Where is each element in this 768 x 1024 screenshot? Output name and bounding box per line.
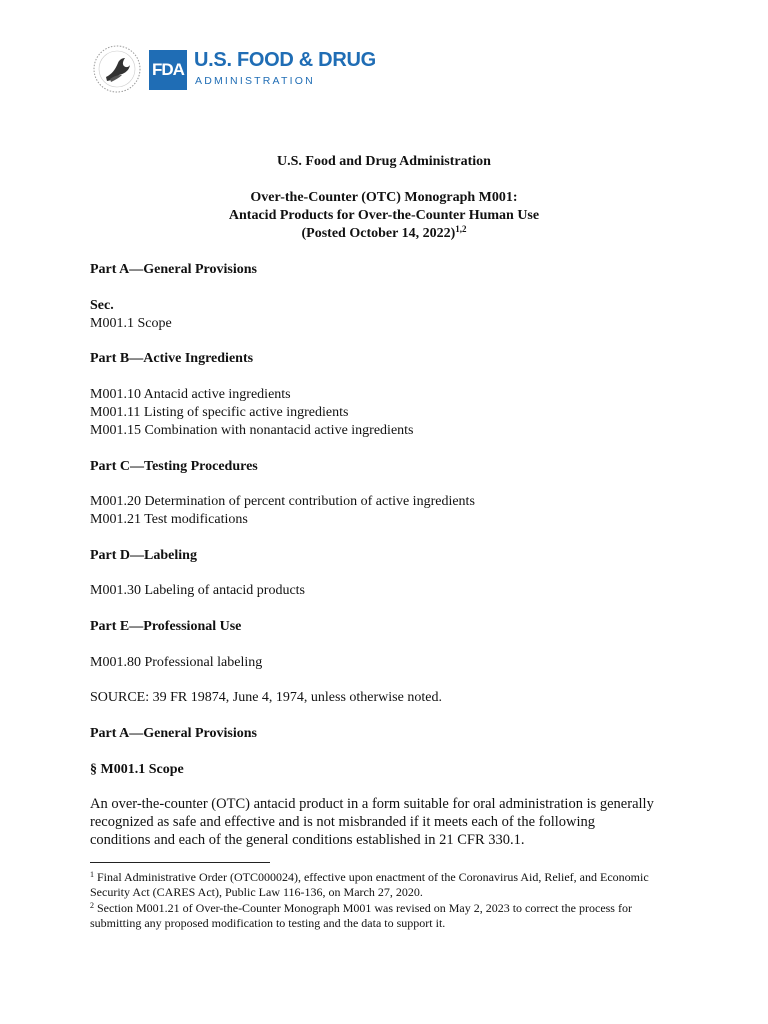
toc-item: M001.30 Labeling of antacid products: [90, 583, 306, 598]
posted-date: [0, 225, 768, 242]
source-note: SOURCE: 39 FR 19874, June 4, 1974, unless otherwise noted.: [90, 690, 442, 705]
section-body-line: An over-the-counter (OTC) antacid product in a form suitable for oral administration is generally: [90, 796, 654, 812]
footnote-line: submitting any proposed modification to testing and the data to support it.: [90, 915, 446, 930]
toc-item: M001.11 Listing of specific active ingredients: [90, 405, 349, 420]
footnote-separator: [90, 862, 270, 863]
footnote-text: Section M001.21 of Over-the-Counter Monograph M001 was revised on May 2, 2023 to correct the process for: [97, 901, 632, 915]
posted-footnote-refs: 1,2: [455, 224, 467, 234]
posted-date-text: (Posted October 14, 2022): [301, 226, 456, 241]
footnote-text: Final Administrative Order (OTC000024), effective upon enactment of the Coronavirus Aid, Relief, and Economic: [97, 870, 649, 884]
toc-item: M001.20 Determination of percent contribution of active ingredients: [90, 494, 475, 509]
toc-item: M001.80 Professional labeling: [90, 655, 263, 670]
section-part-heading: Part A—General Provisions: [90, 726, 257, 741]
agency-heading: U.S. Food and Drug Administration: [277, 154, 491, 169]
toc-part-b-heading: Part B—Active Ingredients: [90, 351, 254, 366]
toc-part-c-heading: Part C—Testing Procedures: [90, 459, 258, 474]
toc-part-d-heading: Part D—Labeling: [90, 548, 197, 563]
footnote-line: [90, 870, 690, 885]
footnote-mark: 2: [90, 901, 94, 910]
toc-part-a-heading: Part A—General Provisions: [90, 262, 257, 277]
section-body-line: conditions and each of the general conditions established in 21 CFR 330.1.: [90, 832, 525, 848]
footnote-line: Security Act (CARES Act), Public Law 116-136, on March 27, 2020.: [90, 884, 423, 899]
toc-item: M001.10 Antacid active ingredients: [90, 387, 291, 402]
monograph-title-line1: Over-the-Counter (OTC) Monograph M001:: [250, 190, 518, 205]
footnote-line: [90, 901, 690, 916]
toc-item: M001.1 Scope: [90, 316, 172, 331]
section-body-line: recognized as safe and effective and is not misbranded if it meets each of the following: [90, 814, 596, 830]
toc-part-e-heading: Part E—Professional Use: [90, 619, 242, 634]
agency-logo-name: U.S. FOOD & DRUG: [194, 49, 376, 71]
agency-logo-subtitle: ADMINISTRATION: [195, 75, 315, 87]
monograph-title-line2: Antacid Products for Over-the-Counter Human Use: [228, 208, 540, 223]
fda-badge: FDA: [149, 50, 187, 90]
footnote-mark: 1: [90, 870, 94, 879]
section-heading: § M001.1 Scope: [90, 762, 184, 777]
hhs-seal-icon: [92, 44, 142, 94]
footnote-2: [90, 901, 690, 930]
toc-sec-label: Sec.: [90, 298, 114, 313]
fda-logo: [88, 42, 376, 98]
toc-item: M001.15 Combination with nonantacid active ingredients: [90, 423, 414, 438]
footnote-1: [90, 870, 690, 899]
toc-item: M001.21 Test modifications: [90, 512, 248, 527]
